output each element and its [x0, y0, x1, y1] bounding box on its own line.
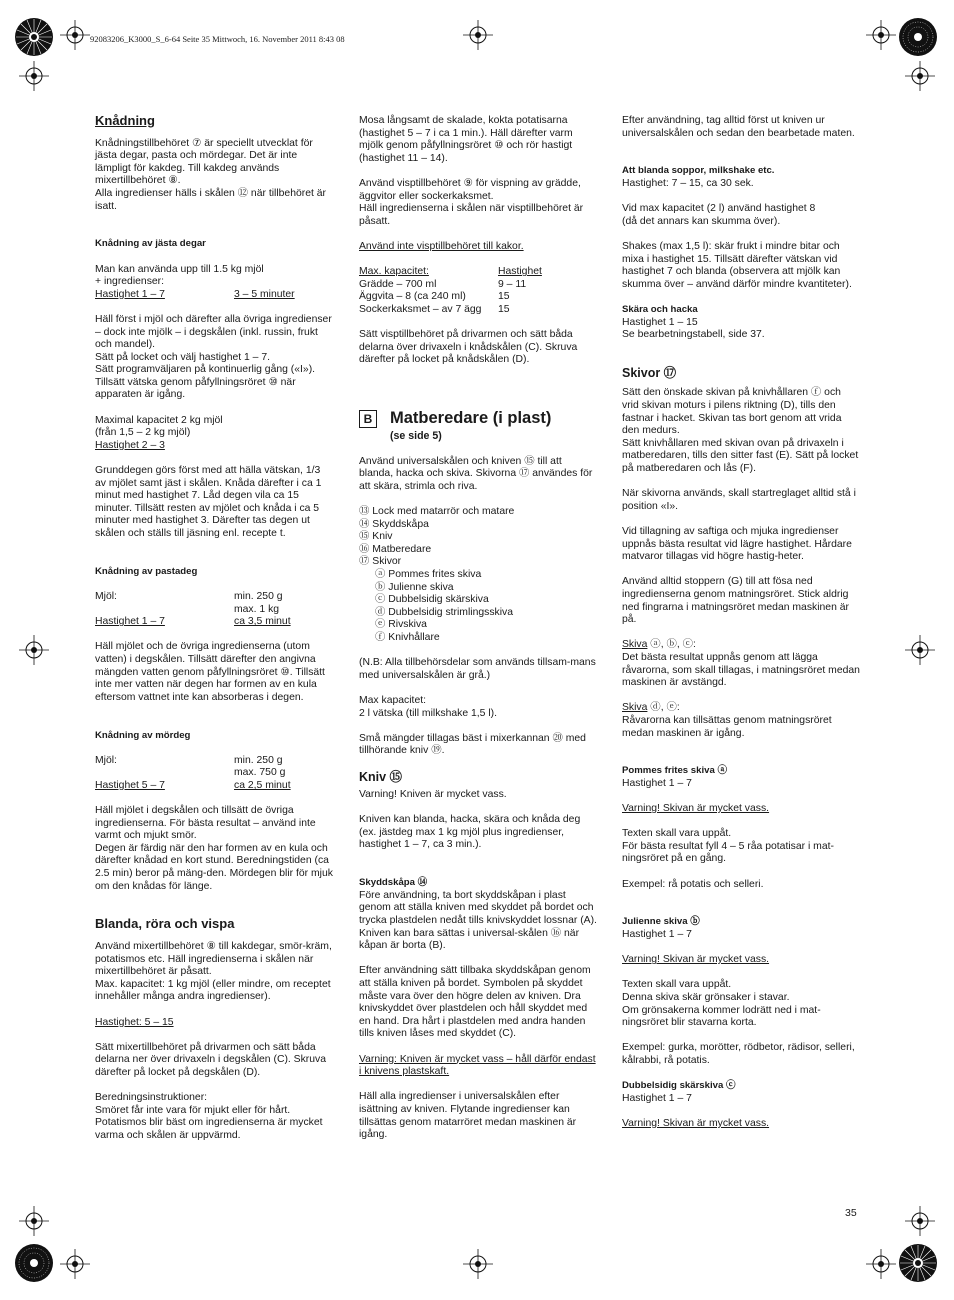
- crosshair-left-upper: [19, 61, 49, 91]
- paragraph: [95, 805, 333, 893]
- paragraph: Häll mjölet och de övriga ingredienserna (utom vatten) i degskålen. Tillsätt därefter den angivna mängden vatten genom påfyllningsröret ⑩. Tillsätt inte mer vatten när degen har formen av en kula eftersom vattnet inte kan absorberas i degen.: [95, 641, 325, 703]
- section-title-skivor: Skivor ⑰: [622, 365, 677, 380]
- paragraph: [622, 317, 860, 342]
- registration-rosette-top-right: [898, 17, 938, 57]
- list-item: ⑭ Skyddskåpa: [359, 518, 429, 530]
- paragraph: Kniven kan blanda, hacka, skära och knåda deg (ex. jästdeg max 1 kg mjöl plus ingredienser, hastighet 1 – 7, ca 3 min.).: [359, 814, 581, 851]
- table-cell: Mjöl:: [95, 590, 117, 602]
- capacity-table: [359, 266, 597, 316]
- paragraph: [622, 639, 860, 689]
- paragraph: Exempel: gurka, morötter, rödbetor, rädisor, selleri, kålrabbi, rå potatis.: [622, 1042, 855, 1066]
- section-title-blanda: Blanda, röra och vispa: [95, 916, 235, 932]
- warning-line: Varning! Skivan är mycket vass.: [622, 954, 770, 966]
- paragraph: Efter användning, tag alltid först ut kniven ur universalskålen och sedan den bearbetade maten.: [622, 115, 855, 139]
- table-header: Max. kapacitet:: [359, 266, 429, 278]
- table-cell: Grädde – 700 ml: [359, 278, 437, 290]
- paragraph: [359, 695, 597, 720]
- text-line: Se bearbetningstabell, side 37.: [622, 329, 765, 341]
- warning-line: Varning! Skivan är mycket vass.: [622, 803, 770, 815]
- text-line: Om grönsakerna kommer lodrätt ned i mat-ningsröret blir stavarna korta.: [622, 1004, 821, 1029]
- paragraph: Före användning, ta bort skyddskåpan i plast genom att ställa kniven med skyddet på bordet och trycka plastdelen nedåt tills knivskyddet lossnar (A). Kniven kan bara sättas i universal-skålen ⑯ när kåpan är borta (B).: [359, 889, 597, 952]
- crosshair-left-middle: [19, 635, 49, 665]
- text-line: Degen är färdig när den har formen av en kula och därefter knådad en kort stund. Beredningstiden (ca 2.5 min) beror på mäng-den. Mördegen blir för mjuk om den knådas för länge.: [95, 842, 333, 892]
- table-cell: [95, 767, 234, 780]
- list-item: ⑮ Kniv: [359, 531, 393, 543]
- speed-line: Hastighet 1 – 7: [622, 1092, 692, 1104]
- text-line: Tillsätt vätska genom påfyllningsröret ⑩ när apparaten är igång.: [95, 376, 296, 401]
- table-cell: Hastighet 5 – 7: [95, 779, 165, 791]
- list-item: ⓒ Dubbelsidig skärskiva: [375, 594, 489, 606]
- paragraph: [95, 1092, 333, 1142]
- paragraph: När skivorna används, skall startreglaget alltid stå i position «I».: [622, 488, 856, 512]
- subsection-title: Knådning av mördeg: [95, 729, 191, 741]
- section-subtitle: (se side 5): [390, 430, 442, 443]
- paragraph: Sätt mixertillbehöret på drivarmen och sätt båda delarna ner över drivaxeln i degskålen (C). Skruva därefter på locket på degskålen (D).: [95, 1041, 327, 1078]
- table-cell: 9 – 11: [498, 278, 527, 290]
- text-line: Råvarorna kan tillsättas genom matningsröret medan maskinen är igång.: [622, 714, 832, 739]
- speed-label: Hastighet 1 – 7: [95, 288, 165, 300]
- speed-row: [95, 289, 333, 302]
- text-line: Alla ingredienser hälls i skålen ⑫ när tillbehöret är isatt.: [95, 187, 327, 212]
- paragraph: [622, 203, 860, 228]
- text-line: Beredningsinstruktioner:: [95, 1092, 208, 1104]
- paragraph: [622, 979, 860, 1029]
- crosshair-right-lower: [905, 1206, 935, 1236]
- table-cell: 15: [498, 303, 510, 315]
- table-cell: max. 1 kg: [234, 603, 280, 615]
- paragraph: Sätt visptillbehöret på drivarmen och sätt båda delarna över drivaxeln i knådskålen (C). Skruva därefter på locket på knådskålen (D).: [359, 329, 578, 366]
- paragraph: [622, 702, 860, 740]
- paragraph: Använd universalskålen och kniven ⑮ till att blanda, hacka och skiva. Skivorna ⑰ användes för att skära, strimla och riva.: [359, 455, 593, 492]
- list-item: ⓔ Rivskiva: [375, 619, 427, 631]
- subsection-title: Att blanda soppor, milkshake etc.: [622, 165, 775, 177]
- table-cell: Mjöl:: [95, 754, 117, 766]
- table-cell: ca 3,5 minut: [234, 616, 291, 628]
- list-item: ⑰ Skivor: [359, 556, 402, 568]
- crosshair-top-right: [866, 20, 896, 50]
- subsection-title: Pommes frites skiva ⓐ: [622, 765, 728, 777]
- paragraph: Vid tillagning av saftiga och mjuka ingredienser uppnås bästa resultat vid lägre hastighet. Hårdare matvaror tillagas vid högre hastig-heter.: [622, 526, 852, 563]
- table-cell: max. 750 g: [234, 767, 286, 779]
- text-line: Man kan använda upp till 1.5 kg mjöl: [95, 263, 264, 275]
- table-header: Hastighet: [498, 266, 542, 278]
- table-cell: Sockerkaksmet – av 7 ägg: [359, 303, 482, 315]
- text-line: Häll mjölet i degskålen och tillsätt de övriga ingredienserna. För bästa resultat – använd inte varmt och mjukt smör.: [95, 805, 316, 842]
- list-item: ⓐ Pommes frites skiva: [375, 569, 482, 580]
- list-item: ⓑ Julienne skiva: [375, 581, 454, 593]
- column-1: [95, 115, 333, 1155]
- warning-line: Varning! Kniven är mycket vass.: [359, 789, 507, 801]
- table-cell: ca 2,5 minut: [234, 779, 291, 791]
- text-line: Häll först i mjöl och därefter alla övriga ingredienser – dock inte mjölk – i degskålen (inkl. russin, frukt och mandel).: [95, 313, 332, 351]
- table-cell: 15: [498, 291, 510, 303]
- label: Skiva: [622, 639, 648, 651]
- registration-rosette-top-left: [14, 17, 54, 57]
- crosshair-right-middle: [905, 635, 935, 665]
- table-cell: Äggvita – 8 (ca 240 ml): [359, 291, 466, 303]
- paragraph: Små mängder tillagas bäst i mixerkannan ⑳ med tillhörande kniv ⑲.: [359, 732, 586, 757]
- column-3: [622, 115, 860, 1143]
- crosshair-bottom-right: [866, 1249, 896, 1279]
- section-header-b: [359, 409, 597, 428]
- subsection-title: Julienne skiva ⓑ: [622, 916, 700, 928]
- paragraph: [95, 314, 333, 402]
- text-line: Maximal kapacitet 2 kg mjöl: [95, 414, 223, 426]
- section-title-matberedare: Matberedare (i plast): [390, 409, 552, 428]
- paragraph: Grunddegen görs först med att hälla vätskan, 1/3 av mjölet samt jäst i skålen. Knåda därefter i ca 1 minut med hastighet 7. Låd degen vila ca 15 minuter. Tillsätt resten av mjölet och knåda i ca 5 minuter med hastighet 3. Därefter tas degen ut skålen och ställs till jäsning enl. recepte t.: [95, 465, 322, 539]
- speed-line: Hastighet 1 – 7: [622, 929, 692, 940]
- paragraph: [95, 415, 333, 453]
- subsection-title: Knådning av jästa degar: [95, 238, 206, 250]
- crosshair-right-upper: [905, 61, 935, 91]
- section-title-knadning: Knådning: [95, 113, 155, 128]
- warning-line: Varning: Kniven är mycket vass – håll därför endast i knivens plastskaft.: [359, 1053, 596, 1078]
- text-line: Smöret får inte vara för mjukt eller för hårt. Potatismos blir bäst om ingredienserna är mycket varma och skålen är uppvärmd.: [95, 1104, 323, 1141]
- paragraph: (N.B: Alla tillbehörsdelar som används tillsam-mans med universalskålen är grå.): [359, 657, 596, 681]
- label: Skiva: [622, 702, 648, 714]
- paragraph: [95, 138, 333, 214]
- paragraph: Häll alla ingredienser i universalskålen efter isättning av kniven. Flytande ingredienser kan tillsättas genom matarröret medan maskinen är igång.: [359, 1091, 577, 1141]
- section-letter-box: B: [359, 410, 377, 428]
- print-header: 92083206_K3000_S_6-64 Seite 35 Mittwoch, 16. November 2011 8:43 08: [90, 34, 345, 44]
- table-cell: [95, 604, 234, 617]
- crosshair-bottom-left: [60, 1249, 90, 1279]
- text-line: Sätt den önskade skivan på knivhållaren ⓕ och vrid skivan moturs i pilens riktning (D), tills den fastnar i hacket. Skivan tas bort genom att vrida den medurs.: [622, 387, 842, 437]
- parts-list: [359, 506, 597, 645]
- text-line: (från 1,5 – 2 kg mjöl): [95, 427, 191, 439]
- paragraph: [95, 264, 333, 302]
- text-line: Det bästa resultat uppnås genom att lägga råvarorna, som skall tillagas, i matningsröret medan maskinen är avstängd.: [622, 651, 860, 689]
- paragraph: Exempel: rå potatis och selleri.: [622, 878, 764, 890]
- text-line: Sätt på locket och välj hastighet 1 – 7.: [95, 351, 271, 363]
- text-line: Denna skiva skär grönsaker i stavar.: [622, 991, 790, 1003]
- paragraph: [622, 828, 860, 866]
- text-line: Max. kapacitet: 1 kg mjöl (eller mindre, om receptet innehåller många andra ingredienser).: [95, 978, 331, 1003]
- subsection-title: Dubbelsidig skärskiva ⓒ: [622, 1080, 736, 1092]
- paragraph: Mosa långsamt de skalade, kokta potatisarna (hastighet 5 – 7 i ca 1 min.). Häll därefter varm mjölk genom påfyllningsröret ⑩ och rör hastigt (hastighet 11 – 14).: [359, 115, 573, 164]
- list-item: ⑯ Matberedare: [359, 543, 432, 555]
- paragraph: [95, 941, 333, 1004]
- crosshair-top-center: [463, 20, 493, 50]
- subsection-title: Skyddskåpa ⑭: [359, 877, 428, 889]
- table-cell: Hastighet 1 – 7: [95, 616, 165, 628]
- label-suffix: ⓐ, ⓑ, ⓒ:: [647, 639, 696, 651]
- column-2: [359, 115, 597, 1154]
- spec-table: [95, 755, 333, 793]
- warning-line: Varning! Skivan är mycket vass.: [622, 1117, 770, 1129]
- table-cell: min. 250 g: [234, 754, 283, 766]
- text-line: + ingredienser:: [95, 276, 165, 288]
- text-line: Texten skall vara uppåt.: [622, 828, 732, 840]
- page-number: 35: [845, 1207, 857, 1219]
- section-title-kniv: Kniv ⑮: [359, 769, 403, 784]
- subsection-title: Knådning av pastadeg: [95, 565, 198, 577]
- crosshair-left-lower: [19, 1206, 49, 1236]
- table-cell: min. 250 g: [234, 590, 283, 602]
- text-line: För bästa resultat fyll 4 – 5 råa potatisar i mat-ningsröret på en gång.: [622, 840, 834, 865]
- text-line: Hastighet 1 – 15: [622, 316, 698, 328]
- speed-line: Hastighet: 5 – 15: [95, 1016, 174, 1028]
- text-line: Använd visptillbehöret ⑨ för vispning av grädde, äggvitor eller sockerkaksmet.: [359, 177, 581, 202]
- crosshair-top-left: [60, 20, 90, 50]
- warning-line: Använd inte visptillbehöret till kakor.: [359, 240, 524, 252]
- paragraph: [622, 387, 860, 475]
- label-suffix: ⓓ, ⓔ:: [647, 702, 680, 714]
- speed-value: 3 – 5 minuter: [234, 288, 295, 300]
- paragraph: Efter användning sätt tillbaka skyddskåpan genom att ställa kniven på bordet. Symbolen på skyddet måste vara över den högre delen av kniven. Dra knivskyddet över plastdelen och håll skyddet med en hand. Dra hårt i plastdelen med andra handen tills kniven låses med skyddet (C).: [359, 965, 591, 1040]
- text-line: (då det annars kan skumma över).: [622, 215, 781, 227]
- registration-rosette-bottom-left: [14, 1243, 54, 1283]
- paragraph: Shakes (max 1,5 l): skär frukt i mindre bitar och mixa i hastighet 15. Tillsätt därefter vätskan vid hastighet 7 och blanda (observera att mjölk kan skumma över – använd därför mindre kvantiteter).: [622, 240, 852, 290]
- text-line: Vid max kapacitet (2 l) använd hastighet 8: [622, 203, 816, 215]
- crosshair-bottom-center: [463, 1249, 493, 1279]
- text-line: Sätt programväljaren på kontinuerlig gång («I»).: [95, 364, 316, 376]
- registration-rosette-bottom-right: [898, 1243, 938, 1283]
- spec-table: [95, 591, 333, 629]
- text-line: Texten skall vara uppåt.: [622, 979, 732, 991]
- list-item: ⓕ Knivhållare: [375, 631, 440, 643]
- subsection-title: Skära och hacka: [622, 303, 698, 315]
- text-line: Knådningstillbehöret ⑦ är speciellt utvecklat för jästa degar, pasta och mördegar. Det är inte lämpligt för kakdeg. Till kakdeg används mixertillbehöret ⑧.: [95, 137, 313, 187]
- text-line: Häll ingredienserna i skålen när visptillbehöret är påsatt.: [359, 203, 584, 227]
- text-line: Hastighet 2 – 3: [95, 439, 165, 451]
- paragraph: [359, 178, 597, 228]
- paragraph: Använd alltid stoppern (G) till att fösa ned ingredienserna genom matningsröret. Stick aldrig ned fingrarna i matningsröret medan maskinen är på.: [622, 576, 849, 626]
- speed-line: Hastighet 1 – 7: [622, 777, 692, 789]
- text-line: Sätt knivhållaren med skivan ovan på drivaxeln i matberedaren, tills den sitter fast (E). Sätt på locket på matberedaren och lås (F).: [622, 437, 859, 475]
- text-line: [622, 702, 860, 715]
- text-line: Max kapacitet:: [359, 694, 426, 706]
- text-line: [622, 639, 860, 652]
- text-line: Använd mixertillbehöret ⑧ till kakdegar, smör-kräm, potatismos etc. Häll ingredienserna i skålen när mixertillbehöret är påsatt.: [95, 941, 332, 978]
- list-item: ⓓ Dubbelsidig strimlingsskiva: [375, 606, 514, 618]
- list-item: ⑬ Lock med matarrör och matare: [359, 506, 515, 518]
- text-line: 2 l vätska (till milkshake 1,5 l).: [359, 707, 498, 719]
- speed-line: Hastighet: 7 – 15, ca 30 sek.: [622, 177, 754, 189]
